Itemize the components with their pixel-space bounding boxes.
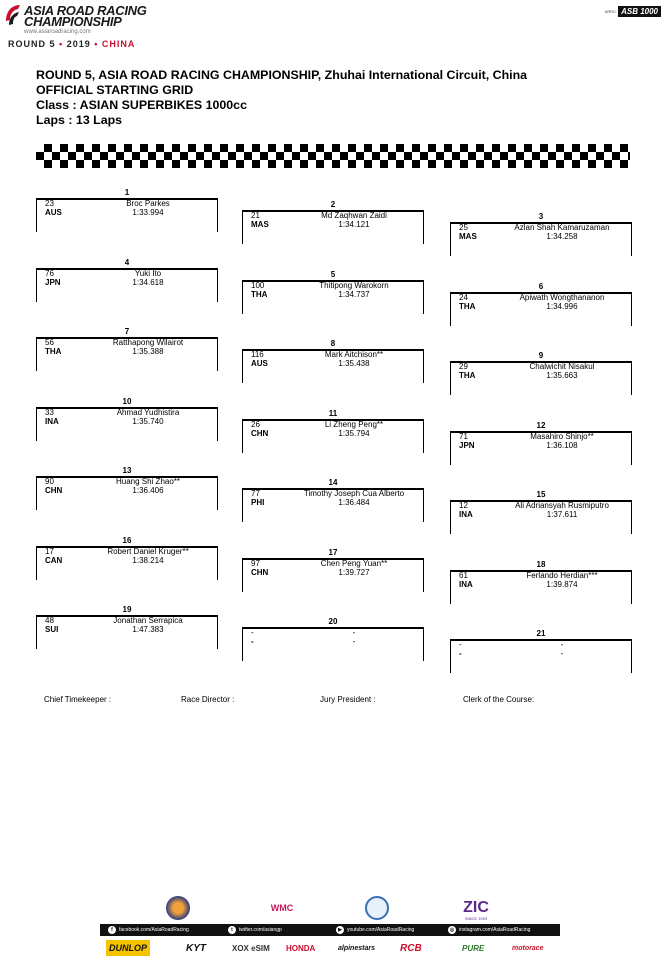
grid-position — [242, 548, 424, 592]
rider-nationality: SUI — [45, 625, 59, 634]
grid-position — [450, 421, 632, 465]
grid-slot — [36, 337, 218, 371]
grid-position-number: 4 — [124, 257, 130, 267]
rider-name: Jonathan Serrapica — [113, 616, 183, 625]
qualifying-time: 1:35.663 — [546, 371, 578, 380]
grid-slot — [242, 627, 424, 661]
grid-slot — [450, 292, 632, 326]
qualifying-time: 1:36.108 — [546, 440, 578, 450]
round-label — [8, 39, 135, 49]
grid-position — [242, 617, 424, 661]
rider-name: Ali Adriansyah Rusmiputro — [515, 501, 609, 510]
social-text: twitter.com/asiangp — [239, 927, 282, 933]
grid-slot — [450, 570, 632, 604]
social-youtube[interactable] — [336, 924, 414, 936]
grid-position-number: 1 — [124, 188, 130, 197]
grid-position — [450, 351, 632, 395]
grid-slot — [242, 280, 424, 314]
social-text: instagram.com/AsiaRoadRacing — [459, 927, 531, 933]
grid-position-number: 7 — [124, 327, 130, 336]
arrc-emblem-logo — [166, 895, 190, 921]
grid-position — [450, 560, 632, 604]
qualifying-time: - — [352, 637, 356, 646]
social-text: youtube.com/AsiaRoadRacing — [347, 927, 415, 933]
rider-name: Ahmad Yudhistira — [116, 407, 180, 417]
qualifying-time: 1:47.383 — [132, 625, 164, 634]
rider-name: - — [560, 640, 564, 649]
zic-logo-text: ZIC — [463, 898, 489, 916]
rider-name: Azlan Shah Kamaruzaman — [514, 223, 610, 232]
qualifying-time: 1:34.121 — [338, 220, 370, 229]
rider-nationality: CHN — [45, 486, 63, 495]
grid-slot — [450, 361, 632, 395]
rider-nationality: THA — [459, 371, 476, 380]
rcb-logo: RCB — [400, 942, 422, 954]
rider-name: Apiwath Wongthananon — [519, 292, 605, 302]
qualifying-time: 1:34.996 — [546, 301, 578, 311]
arrc-logo — [4, 3, 154, 51]
jury-president-label: Jury President : — [320, 695, 376, 704]
grid-slot — [242, 419, 424, 453]
qualifying-time: 1:34.258 — [546, 232, 578, 241]
rider-number: 24 — [459, 292, 468, 302]
wmc-logo: WMC — [270, 903, 294, 913]
rider-number: 77 — [251, 489, 260, 498]
grid-position — [36, 536, 218, 580]
rider-nationality: THA — [459, 301, 476, 311]
rider-number: 48 — [45, 616, 54, 625]
class-line: Class : ASIAN SUPERBIKES 1000cc — [36, 98, 247, 112]
grid-position — [450, 282, 632, 326]
rider-nationality: THA — [251, 289, 268, 299]
grid-slot — [36, 407, 218, 441]
rider-number: 71 — [459, 431, 468, 441]
badge-prefix: ARRC — [604, 8, 617, 14]
dot-separator: • — [59, 39, 64, 49]
grid-position-number: 18 — [536, 559, 546, 569]
grid-position-number: 19 — [122, 605, 132, 614]
rider-number: 100 — [251, 280, 265, 290]
grid-position — [36, 397, 218, 441]
sponsor-logos-bottom — [100, 940, 560, 956]
rider-name: Yuki Ito — [134, 268, 162, 278]
document-title: ROUND 5, ASIA ROAD RACING CHAMPIONSHIP, Zhuhai International Circuit, China — [36, 68, 528, 82]
grid-position-number: 10 — [122, 396, 132, 406]
qualifying-time: 1:34.618 — [132, 277, 164, 287]
rider-nationality: AUS — [251, 359, 268, 368]
grid-position-number: 12 — [536, 420, 546, 430]
social-instagram[interactable] — [448, 924, 530, 936]
rider-name: - — [352, 628, 356, 637]
rider-nationality: INA — [45, 416, 59, 426]
grid-position-number: 11 — [328, 408, 338, 418]
grid-position — [242, 478, 424, 522]
rider-nationality: PHI — [251, 498, 265, 507]
rider-number: 17 — [45, 546, 54, 556]
grid-position — [450, 629, 632, 673]
dot-separator: • — [94, 39, 99, 49]
rider-nationality: MAS — [251, 220, 269, 229]
grid-position-number: 14 — [328, 478, 338, 487]
grid-slot — [242, 210, 424, 244]
clerk-of-course-label: Clerk of the Course: — [463, 695, 535, 704]
twitter-icon: t — [228, 926, 236, 934]
rider-name: Broc Parkes — [126, 199, 170, 208]
qualifying-time: 1:35.388 — [132, 347, 164, 356]
grid-position — [36, 605, 218, 649]
rider-number: 97 — [251, 558, 260, 568]
rider-name: Robert Daniel Kruger** — [107, 546, 189, 556]
kyt-logo: KYT — [186, 942, 206, 954]
grid-position — [36, 258, 218, 302]
document-title-block — [36, 68, 656, 128]
rider-number: 21 — [251, 211, 260, 220]
dunlop-logo: DUNLOP — [106, 940, 150, 956]
camf-logo — [365, 895, 389, 921]
chief-timekeeper-label: Chief Timekeeper : — [44, 695, 112, 704]
qualifying-time: 1:34.737 — [338, 289, 370, 299]
badge-text: ASB 1000 — [618, 6, 661, 17]
rider-number: 61 — [459, 570, 468, 580]
grid-slot — [36, 546, 218, 580]
grid-position — [36, 188, 218, 232]
alpinestars-logo: alpinestars — [338, 944, 375, 952]
rider-number: 12 — [459, 501, 468, 510]
rider-nationality: THA — [45, 347, 62, 356]
rider-number: 23 — [45, 199, 54, 208]
rider-name: Huang Shi Zhao** — [115, 477, 181, 486]
helmet-swoosh-icon — [4, 3, 22, 29]
rider-name: Timothy Joseph Cua Alberto — [303, 489, 405, 498]
qualifying-time: 1:33.994 — [132, 208, 164, 217]
rider-number: 29 — [459, 362, 468, 371]
qualifying-time: 1:38.214 — [132, 555, 164, 565]
grid-position — [36, 466, 218, 510]
rider-nationality: CHN — [251, 567, 269, 577]
rider-name: Mark Aitchison** — [324, 350, 384, 359]
rider-nationality: JPN — [459, 440, 475, 450]
rider-nationality: MAS — [459, 232, 477, 241]
grid-position — [242, 409, 424, 453]
grid-position — [242, 200, 424, 244]
race-director-label: Race Director : — [181, 695, 235, 704]
grid-position-number: 2 — [330, 200, 336, 209]
qualifying-time: 1:35.794 — [338, 428, 370, 438]
rider-number: 116 — [251, 350, 264, 359]
zic-logo — [456, 895, 496, 925]
qualifying-time: 1:35.740 — [132, 416, 164, 426]
rider-name: Masahiro Shinjo** — [530, 431, 594, 441]
social-text: facebook.com/AsiaRoadRacing — [119, 927, 189, 933]
grid-position-number: 13 — [122, 466, 132, 475]
grid-position-number: 9 — [538, 351, 544, 360]
round-country: CHINA — [101, 39, 136, 49]
grid-position-number: 6 — [538, 281, 544, 291]
grid-position — [242, 270, 424, 314]
rider-name: Ratthapong Wilairot — [112, 338, 184, 347]
rider-nationality: INA — [459, 579, 473, 589]
round-year: 2019 — [66, 39, 91, 49]
grid-slot — [242, 488, 424, 522]
grid-slot — [450, 431, 632, 465]
rider-name: Thitipong Warokorn — [319, 280, 389, 290]
youtube-icon: ▶ — [336, 926, 344, 934]
document-subtitle: OFFICIAL STARTING GRID — [36, 83, 194, 97]
qualifying-time: 1:35.438 — [338, 359, 370, 368]
rider-name: Chen Peng Yuan** — [320, 558, 388, 568]
xox-esim-logo: XOX eSIM — [232, 943, 270, 953]
social-twitter[interactable] — [228, 924, 282, 936]
grid-position-number: 17 — [328, 547, 338, 557]
qualifying-time: 1:39.727 — [338, 567, 370, 577]
logo-url: www.asiaroadracing.com — [24, 29, 91, 35]
grid-slot — [36, 198, 218, 232]
pure-logo: PURE — [462, 943, 485, 953]
grid-slot — [242, 558, 424, 592]
rider-number: 56 — [45, 338, 54, 347]
rider-number: 90 — [45, 477, 54, 486]
rider-nationality: CHN — [251, 428, 269, 438]
qualifying-time: 1:39.874 — [546, 579, 578, 589]
rider-nationality: INA — [459, 510, 473, 519]
grid-slot — [450, 639, 632, 673]
social-facebook[interactable] — [108, 924, 189, 936]
grid-position — [242, 339, 424, 383]
rider-nationality: JPN — [45, 277, 61, 287]
logo-line1: ASIA ROAD RACING — [24, 3, 147, 18]
rider-nationality: CAN — [45, 555, 63, 565]
grid-position-number: 16 — [122, 535, 132, 545]
grid-slot — [36, 476, 218, 510]
rider-name: Md Zaqhwan Zaidi — [321, 211, 387, 220]
rider-number: - — [251, 628, 254, 637]
grid-position-number: 21 — [536, 629, 546, 638]
grid-position — [450, 212, 632, 256]
social-links-bar — [100, 924, 560, 936]
motorace-logo: motorace — [512, 944, 544, 952]
grid-slot — [36, 615, 218, 649]
grid-position — [36, 327, 218, 371]
rider-name: Chalwichit Nisakul — [529, 362, 595, 371]
grid-position — [450, 490, 632, 534]
honda-logo: HONDA — [286, 943, 316, 953]
rider-nationality: - — [251, 637, 254, 646]
rider-nationality: - — [459, 649, 462, 658]
zic-logo-sub: SINCE 1993 — [464, 915, 488, 921]
rider-nationality: AUS — [45, 208, 62, 217]
rider-name: Li Zheng Peng** — [324, 419, 384, 429]
qualifying-time: 1:36.484 — [338, 498, 370, 507]
instagram-icon: ◎ — [449, 927, 455, 933]
sponsor-logos-top — [150, 895, 530, 925]
grid-slot — [242, 349, 424, 383]
qualifying-time: - — [560, 649, 564, 658]
rider-number: - — [459, 640, 462, 649]
grid-position-number: 5 — [330, 269, 336, 279]
facebook-icon: f — [108, 926, 116, 934]
rider-number: 25 — [459, 223, 468, 232]
rider-name: Ferlando Herdian*** — [526, 570, 598, 580]
round-prefix: ROUND 5 — [8, 39, 56, 49]
grid-slot — [36, 268, 218, 302]
rider-number: 76 — [45, 268, 54, 278]
asb1000-badge — [605, 5, 661, 17]
logo-line2: CHAMPIONSHIP — [24, 14, 122, 29]
rider-number: 33 — [45, 407, 54, 417]
rider-number: 26 — [251, 419, 260, 429]
checkered-flag-banner — [36, 144, 630, 168]
laps-line: Laps : 13 Laps — [36, 113, 123, 127]
qualifying-time: 1:37.611 — [546, 510, 578, 519]
grid-position-number: 8 — [330, 339, 336, 348]
grid-slot — [450, 500, 632, 534]
grid-position-number: 15 — [536, 490, 546, 499]
qualifying-time: 1:36.406 — [132, 486, 164, 495]
grid-position-number: 20 — [328, 617, 338, 626]
grid-position-number: 3 — [538, 212, 544, 221]
grid-slot — [450, 222, 632, 256]
